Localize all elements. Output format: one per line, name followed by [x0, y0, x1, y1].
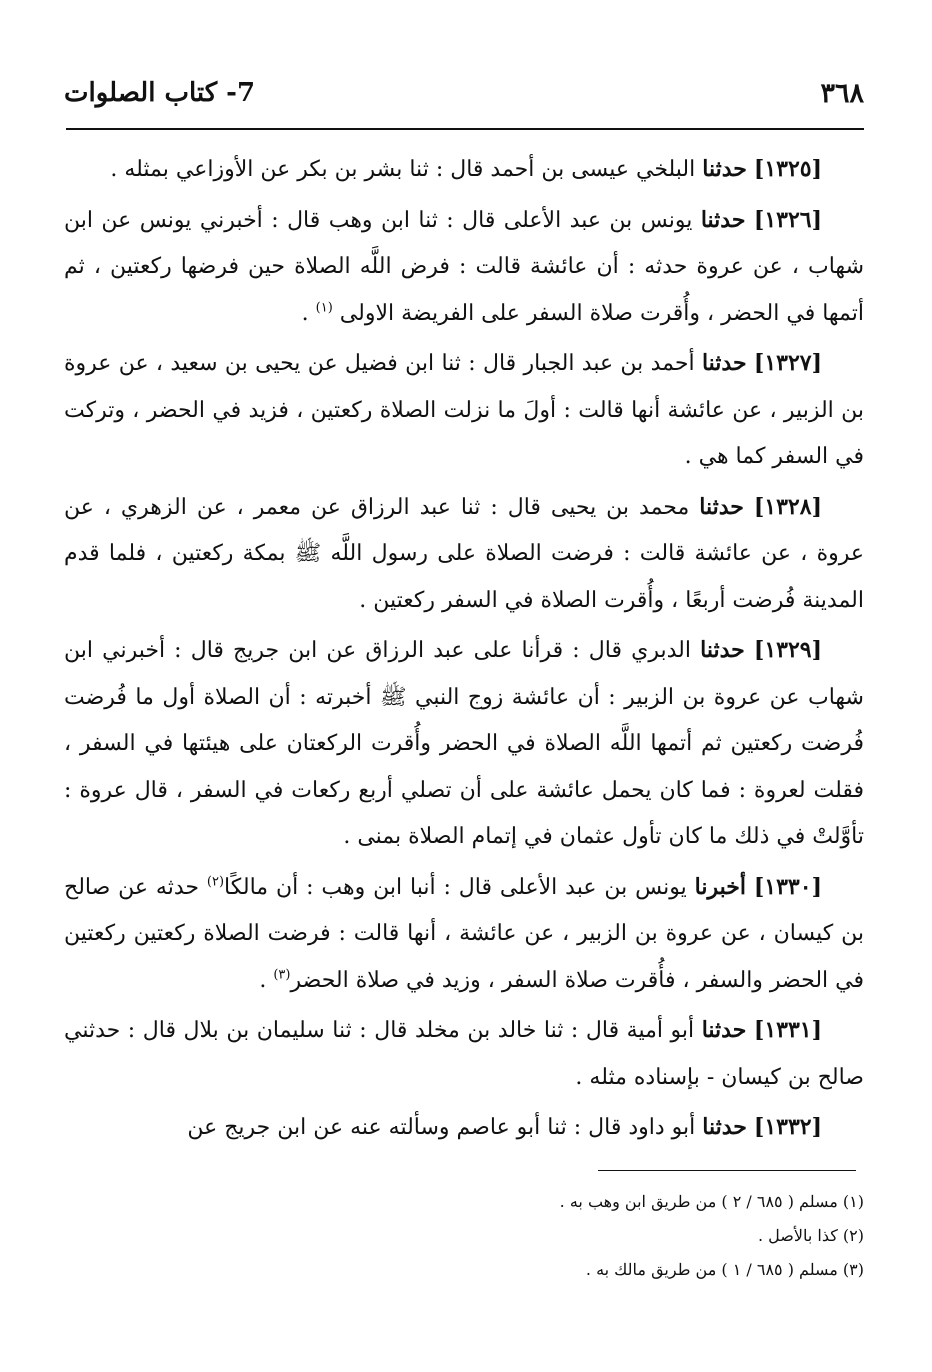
hadith-number: [١٣٢٧] [753, 350, 822, 376]
hadith-number: [١٣٢٩] [753, 637, 823, 663]
hadith-number: [١٣٣٢] [753, 1114, 822, 1140]
hadith-lead: حدثنا [701, 1017, 747, 1043]
hadith-number: [١٣٢٥] [753, 156, 822, 182]
hadith-number: [١٣٣٠] [753, 873, 822, 900]
footnotes [300, 1185, 864, 1287]
hadith-1326 [64, 197, 864, 338]
footnote-1: (١) مسلم ( ٦٨٥ / ٢ ) من طريق ابن وهب به . [559, 1192, 864, 1211]
header-rule [66, 128, 864, 130]
hadith-1325 [64, 146, 864, 194]
hadith-1329 [64, 627, 864, 861]
footnote-ref[interactable]: (٢) [206, 874, 225, 890]
footnote-2: (٢) كذا بالأصل . [757, 1226, 864, 1245]
footnote-ref[interactable]: (١) [315, 300, 333, 316]
hadith-lead: حدثنا [700, 206, 746, 233]
hadith-text-continued: حدثه عن صالح بن كيسان ، عن عروة بن الزبير ، عن عائشة ، أنها قالت : فرضت الصلاة ركعتين ركعتين في الحضر والسفر ، فأُقرت صلاة السفر ، وزيد في صلاة الحضر [64, 874, 864, 993]
hadith-1328 [64, 484, 864, 625]
hadith-1332 [64, 1104, 864, 1152]
hadith-end: . [259, 967, 274, 993]
hadith-text: البلخي عيسى بن أحمد قال : ثنا بشر بن بكر عن الأوزاعي بمثله . [110, 157, 696, 182]
hadith-lead: حدثنا [702, 1114, 747, 1140]
hadith-lead: حدثنا [701, 350, 747, 376]
footnote-ref[interactable]: (٣) [273, 967, 291, 983]
main-text [64, 146, 864, 1155]
hadith-number: [١٣٢٨] [753, 493, 822, 520]
hadith-lead: حدثنا [702, 156, 747, 182]
hadith-text: أبو داود قال : ثنا أبو عاصم وسألته عنه عن ابن جريج عن [187, 1115, 696, 1140]
hadith-1327 [64, 340, 864, 481]
hadith-text: الدبري قال : قرأنا على عبد الرزاق عن ابن جريج قال : أخبرني ابن شهاب عن عروة بن الزبير : أن عائشة زوج النبي ﷺ أخبرته : أن الصلاة أول ما فُرضت فُرضت ركعتين ثم أتمها اللَّه الصلاة في الحضر وأُقرت الركعتان على هيئتها في السفر ، فقلت لعروة : فما كان يحمل عائشة على أن تصلي أربع ركعات في السفر ، قال عروة : تأوَّلتْ في ذلك ما كان تأول عثمان في إتمام الصلاة بمنى . [64, 638, 864, 849]
hadith-1331 [64, 1007, 864, 1101]
hadith-end: . [301, 300, 316, 326]
hadith-number: [١٣٣١] [753, 1017, 822, 1043]
hadith-number: [١٣٢٦] [753, 206, 823, 233]
hadith-lead: حدثنا [700, 637, 745, 663]
hadith-text: يونس بن عبد الأعلى قال : ثنا ابن وهب قال : أخبرني يونس عن ابن شهاب ، عن عروة حدثه : أن عائشة قالت : فرض اللَّه الصلاة حين فرضها ركعتين ، ثم أتمها في الحضر ، وأُقرت صلاة السفر على الفريضة الاولى [64, 207, 864, 326]
hadith-text: أبو أمية قال : ثنا خالد بن مخلد قال : ثنا سليمان بن بلال قال : حدثني صالح بن كيسان - بإسناده مثله . [64, 1018, 864, 1090]
hadith-lead: حدثنا [699, 493, 744, 520]
page-number: ٣٦٨ [820, 78, 864, 109]
chapter-title: 7- كتاب الصلوات [64, 78, 256, 108]
footnote-3: (٣) مسلم ( ٦٨٥ / ١ ) من طريق مالك به . [585, 1260, 864, 1279]
hadith-text: أحمد بن عبد الجبار قال : ثنا ابن فضيل عن يحيى بن سعيد ، عن عروة بن الزبير ، عن عائشة أنها قالت : أولَ ما نزلت الصلاة ركعتين ، فزيد في الحضر ، وتركت في السفر كما هي . [64, 351, 864, 469]
hadith-text: يونس بن عبد الأعلى قال : أنبا ابن وهب : أن مالكًا [224, 874, 687, 900]
page-header [64, 78, 864, 118]
hadith-1330 [64, 864, 864, 1005]
hadith-lead: أخبرنا [694, 873, 746, 900]
footnote-rule [598, 1170, 856, 1171]
hadith-text: محمد بن يحيى قال : ثنا عبد الرزاق عن معمر ، عن الزهري ، عن عروة ، عن عائشة قالت : فرضت الصلاة على رسول اللَّه ﷺ بمكة ركعتين ، فلما قدم المدينة فُرضت أربعًا ، وأُقرت الصلاة في السفر ركعتين . [64, 494, 864, 613]
